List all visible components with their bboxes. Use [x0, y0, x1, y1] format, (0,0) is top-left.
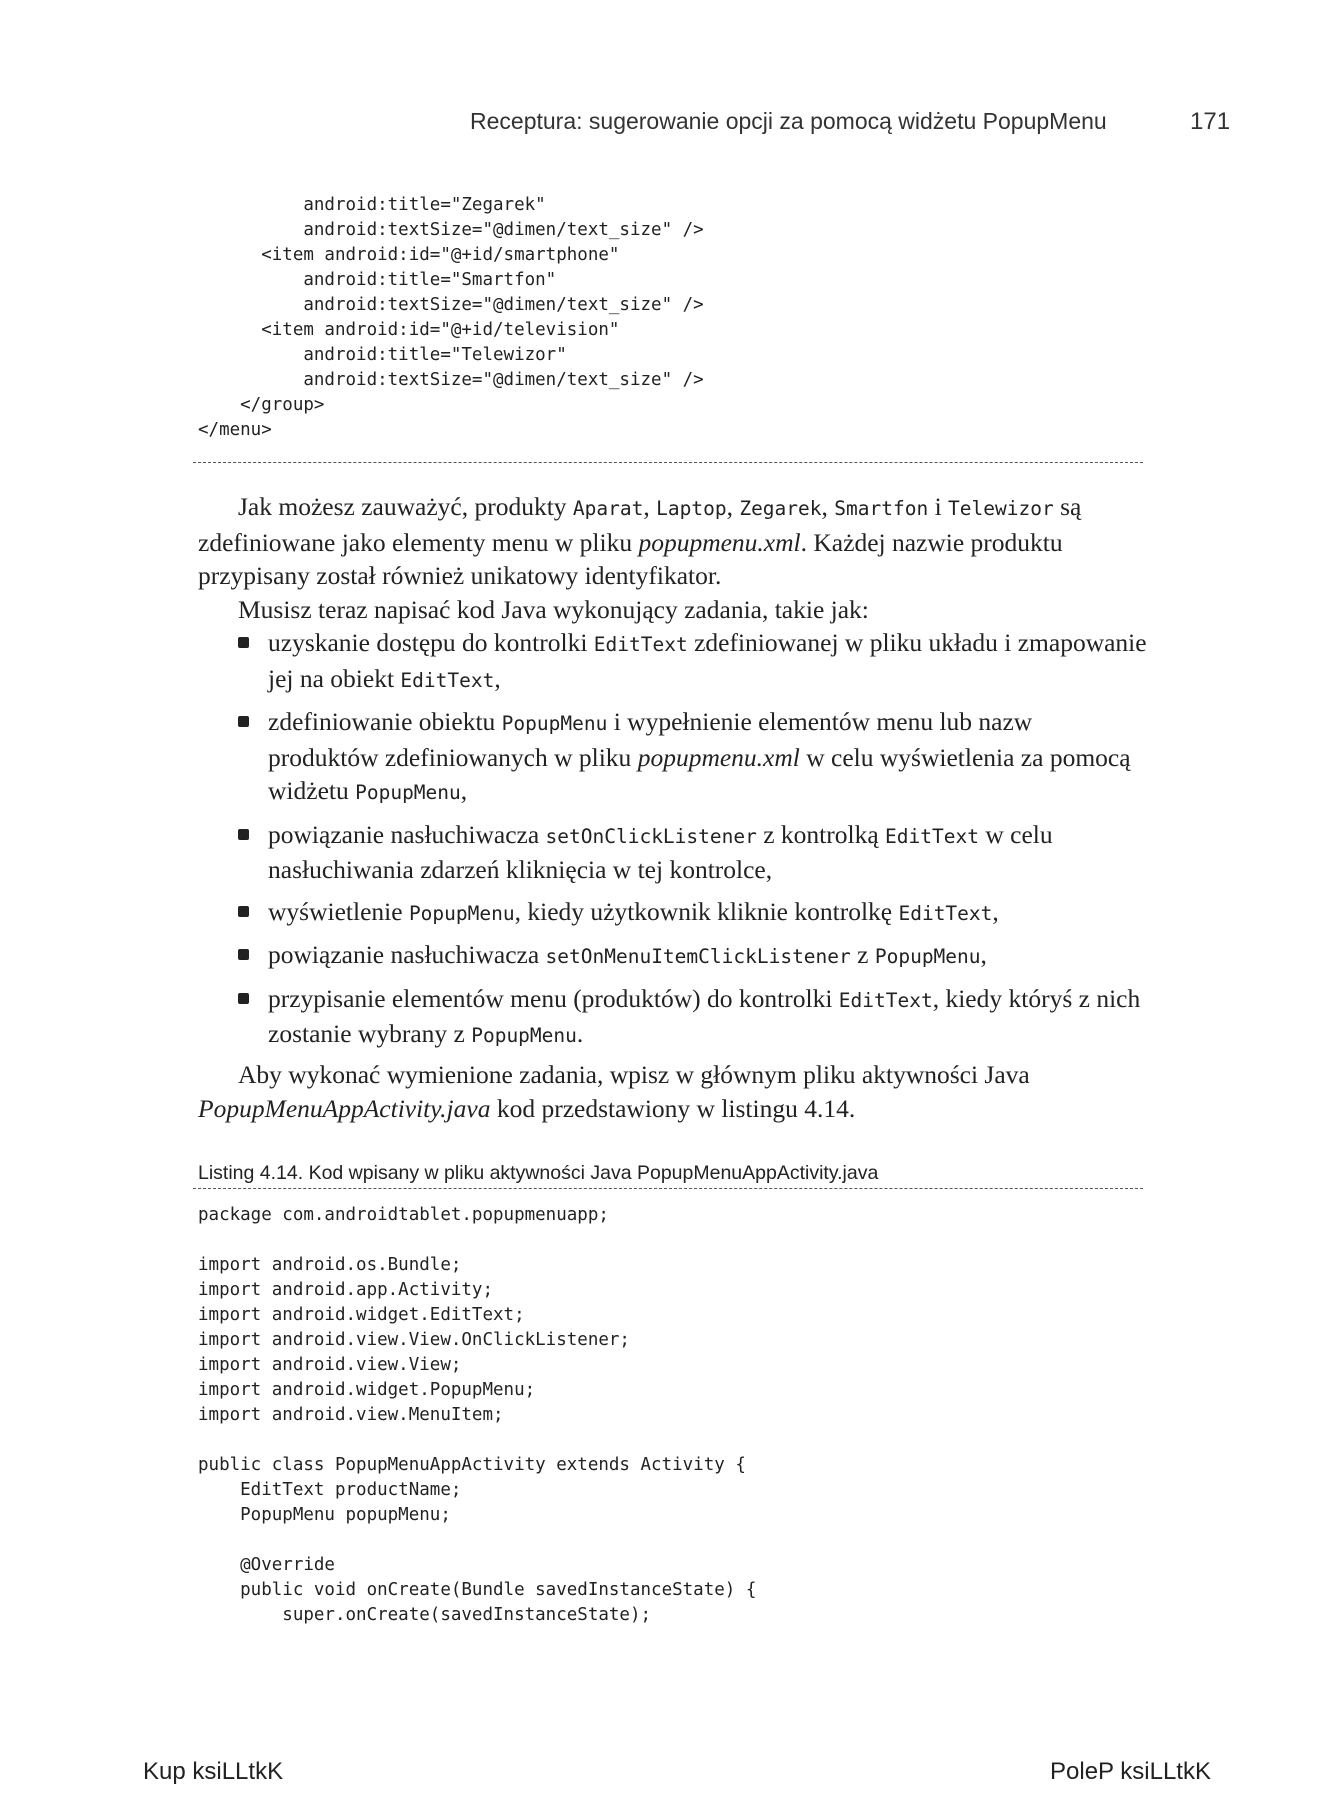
bullet-icon — [238, 637, 249, 648]
code-line: android:textSize="@dimen/text_size" /> — [198, 370, 704, 390]
code-line: super.onCreate(savedInstanceState); — [198, 1605, 652, 1625]
list-item: uzyskanie dostępu do kontrolki EditText zdefiniowanej w pliku układu i zmapowanie jej na obiekt EditText, — [238, 626, 1148, 697]
code-line: EditText productName; — [198, 1480, 462, 1500]
code-line: </menu> — [198, 420, 272, 440]
listing-caption: Listing 4.14. Kod wpisany w pliku aktywności Java PopupMenuAppActivity.java — [198, 1162, 879, 1184]
bullet-icon — [238, 993, 249, 1004]
code-line: PopupMenu popupMenu; — [198, 1505, 451, 1525]
code-line: import android.view.MenuItem; — [198, 1405, 504, 1425]
code-line: import android.widget.PopupMenu; — [198, 1380, 536, 1400]
paragraph: Musisz teraz napisać kod Java wykonujący zadania, takie jak: — [238, 594, 869, 624]
list-item: zdefiniowanie obiektu PopupMenu i wypełnienie elementów menu lub nazw produktów zdefiniowanych w pliku popupmenu.xml w celu wyświetlenia za pomocą widżetu PopupMenu, — [238, 705, 1148, 810]
bullet-icon — [238, 949, 249, 960]
code-line: android:title="Telewizor" — [198, 345, 567, 365]
code-line: package com.androidtablet.popupmenuapp; — [198, 1205, 609, 1225]
code-line: <item android:id="@+id/smartphone" — [198, 245, 620, 265]
code-block-java — [198, 1203, 756, 1628]
code-line: android:textSize="@dimen/text_size" /> — [198, 220, 704, 240]
code-line: import android.widget.EditText; — [198, 1305, 525, 1325]
code-line: android:title="Zegarek" — [198, 195, 546, 215]
footer-buy-link[interactable]: Kup ksiLLtkK — [143, 1758, 284, 1785]
paragraph: Aby wykonać wymienione zadania, wpisz w głównym pliku aktywności Java PopupMenuAppActivity.java kod przedstawiony w listingu 4.14. — [198, 1060, 1030, 1123]
code-line: import android.os.Bundle; — [198, 1255, 462, 1275]
code-block-xml — [198, 193, 704, 443]
bullet-icon — [238, 829, 249, 840]
footer-recommend-link[interactable]: PoleP ksiLLtkK — [1050, 1758, 1211, 1785]
code-line: import android.view.View; — [198, 1355, 462, 1375]
paragraph: Jak możesz zauważyć, produkty Aparat, Laptop, Zegarek, Smartfon i Telewizor są zdefiniowane jako elementy menu w pliku popupmenu.xml. Każdej nazwie produktu przypisany został również unikatowy identyfikator. — [198, 492, 1082, 590]
bullet-icon — [238, 716, 249, 727]
code-line: import android.view.View.OnClickListener; — [198, 1330, 630, 1350]
list-item: powiązanie nasłuchiwacza setOnClickListener z kontrolką EditText w celu nasłuchiwania zdarzeń kliknięcia w tej kontrolce, — [238, 818, 1148, 887]
listing-caption-divider — [193, 1188, 1143, 1189]
page-number: 171 — [1190, 108, 1231, 135]
code-block-divider — [193, 462, 1143, 463]
code-line: import android.app.Activity; — [198, 1280, 494, 1300]
code-line: </group> — [198, 395, 325, 415]
running-header-title: Receptura: sugerowanie opcji za pomocą widżetu PopupMenu — [470, 108, 1107, 134]
code-line: public class PopupMenuAppActivity extends Activity { — [198, 1455, 746, 1475]
code-line: android:title="Smartfon" — [198, 270, 557, 290]
body-text-upper — [198, 490, 1148, 626]
list-item: wyświetlenie PopupMenu, kiedy użytkownik kliknie kontrolkę EditText, — [238, 895, 1148, 931]
bullet-list — [238, 626, 1148, 1061]
code-line: @Override — [198, 1555, 335, 1575]
body-text-lower — [198, 1058, 1148, 1125]
code-line: public void onCreate(Bundle savedInstanceState) { — [198, 1580, 757, 1600]
code-line: <item android:id="@+id/television" — [198, 320, 620, 340]
bullet-icon — [238, 906, 249, 917]
list-item: powiązanie nasłuchiwacza setOnMenuItemClickListener z PopupMenu, — [238, 938, 1148, 974]
list-item: przypisanie elementów menu (produktów) do kontrolki EditText, kiedy któryś z nich zostanie wybrany z PopupMenu. — [238, 982, 1148, 1053]
code-line: android:textSize="@dimen/text_size" /> — [198, 295, 704, 315]
